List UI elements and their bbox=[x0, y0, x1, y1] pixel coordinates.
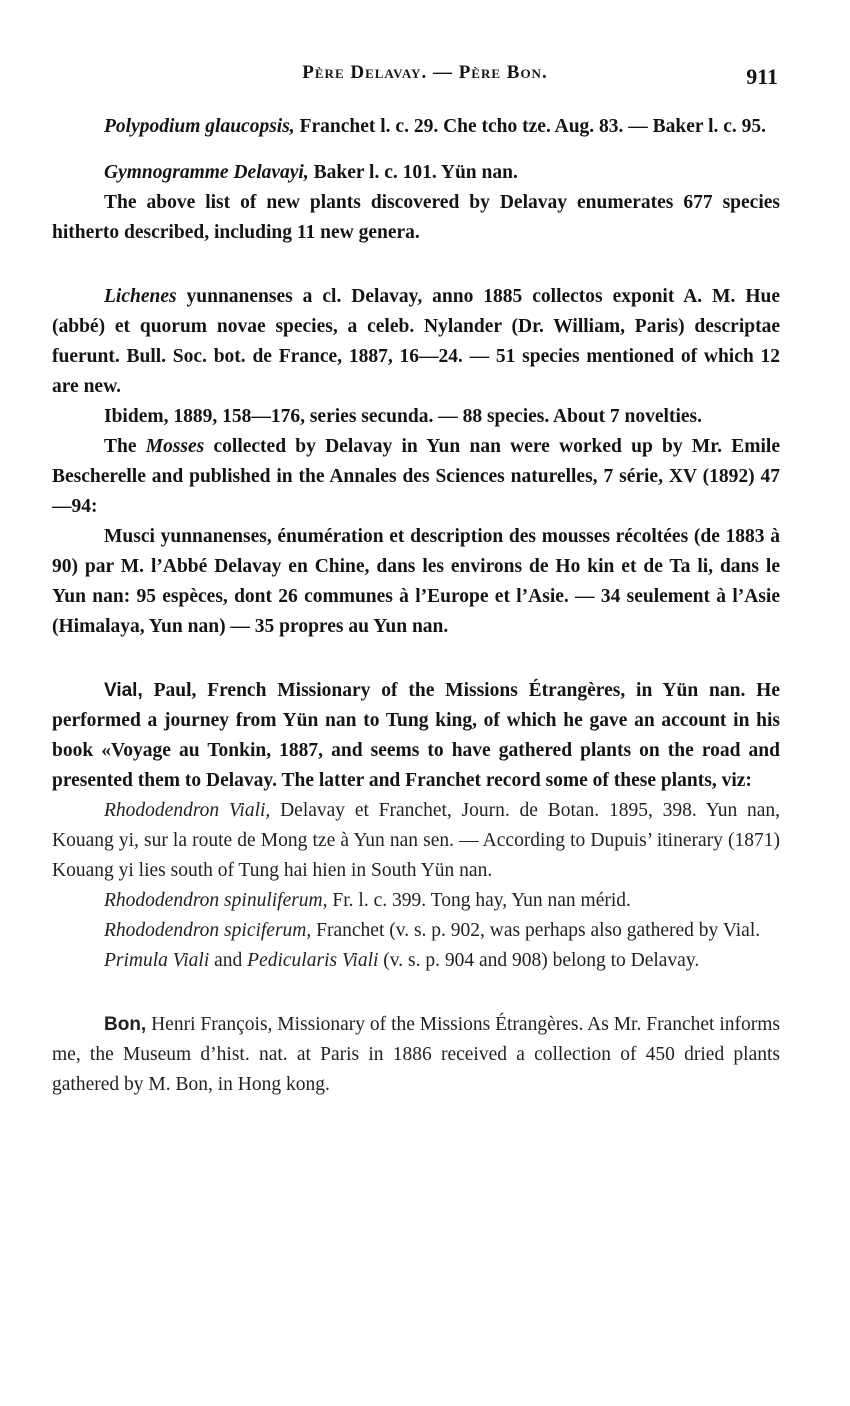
running-head-title: Père Delavay. — Père Bon. bbox=[302, 62, 548, 83]
entry-text: yunnanenses a cl. Delavay, anno 1885 collectos exponit A. M. Hue (abbé) et quorum novae species, a celeb. Nylander (Dr. William, Paris) descriptae fuerunt. Bull. Soc. bot. de France, 1887, 16—24. — 51 species mentioned of which 12 are new. bbox=[52, 286, 780, 397]
page-body bbox=[52, 112, 780, 1100]
species-name-2: Pedicularis Viali bbox=[247, 950, 379, 971]
entry-text: Henri François, Missionary of the Missions Étrangères. As Mr. Franchet informs me, the Museum d’hist. nat. at Paris in 1886 received a collection of 450 dried plants gathered by M. Bon, in Hong kong. bbox=[52, 1014, 780, 1095]
entry-text-mid: and bbox=[209, 950, 248, 971]
rhododendron-spiciferum-paragraph bbox=[52, 916, 780, 946]
summary-paragraph bbox=[52, 188, 780, 248]
species-name: Gymnogramme Delavayi, bbox=[104, 162, 309, 183]
entry-text: Franchet (v. s. p. 902, was perhaps also gathered by Vial. bbox=[311, 920, 761, 941]
entry-text-lead: The bbox=[104, 436, 146, 457]
entry-text: Musci yunnanenses, énumération et description des mousses récoltées (de 1883 à 90) par M. l’Abbé Delavay en Chine, dans les environs de Ho kin et de Ta li, dans le Yun nan: 95 espèces, dont 26 communes à l’Europe et l’Asie. — 34 seulement à l’Asie (Himalaya, Yun nan) — 35 propres au Yun nan. bbox=[52, 526, 780, 637]
species-name: Rhododendron spiciferum, bbox=[104, 920, 312, 941]
ibidem-paragraph bbox=[52, 402, 780, 432]
vial-paragraph bbox=[52, 676, 780, 796]
species-name: Primula Viali bbox=[104, 950, 210, 971]
musci-paragraph bbox=[52, 522, 780, 642]
running-head bbox=[0, 62, 850, 92]
page-number: 911 bbox=[746, 64, 778, 89]
entry-gymnogramme bbox=[52, 158, 780, 188]
rhododendron-spinuliferum-paragraph bbox=[52, 886, 780, 916]
entry-text: Delavay et Franchet, Journ. de Botan. 1895, 398. Yun nan, Kouang yi, sur la route de Mong tze à Yun nan sen. — According to Dupuis’ itinerary (1871) Kouang yi lies south of Tung hai hien in South Yün nan. bbox=[52, 800, 780, 881]
species-name: Rhododendron spinuliferum, bbox=[104, 890, 328, 911]
entry-text: Paul, French Missionary of the Missions Étrangères, in Yün nan. He performed a journey from Yün nan to Tung king, of which he gave an account in his book «Voyage au Tonkin, 1887, and seems to have gathered plants on the road and presented them to Delavay. The latter and Franchet record some of these plants, viz: bbox=[52, 680, 780, 791]
bon-paragraph bbox=[52, 1010, 780, 1100]
entry-text: Baker l. c. 101. Yün nan. bbox=[308, 162, 518, 183]
species-name: Rhododendron Viali, bbox=[104, 800, 271, 821]
entry-text: Fr. l. c. 399. Tong hay, Yun nan mérid. bbox=[327, 890, 631, 911]
species-name: Polypodium glaucopsis, bbox=[104, 116, 295, 137]
entry-text: Ibidem, 1889, 158—176, series secunda. — 88 species. About 7 novelties. bbox=[104, 406, 703, 427]
species-name: Mosses bbox=[145, 436, 205, 457]
entry-text: collected by Delavay in Yun nan were worked up by Mr. Emile Bescherelle and published in the Annales des Sciences naturelles, 7 série, XV (1892) 47—94: bbox=[52, 436, 781, 517]
person-name: Bon, bbox=[104, 1014, 147, 1035]
rhododendron-viali-paragraph bbox=[52, 796, 780, 886]
mosses-paragraph bbox=[52, 432, 780, 522]
person-name: Vial, bbox=[104, 680, 143, 701]
entry-text: (v. s. p. 904 and 908) belong to Delavay. bbox=[378, 950, 700, 971]
primula-pedicularis-paragraph bbox=[52, 946, 780, 976]
entry-polypodium bbox=[52, 112, 780, 142]
lichenes-paragraph bbox=[52, 282, 780, 402]
summary-text: The above list of new plants discovered by Delavay enumerates 677 species hitherto described, including 11 new genera. bbox=[52, 192, 780, 243]
species-name: Lichenes bbox=[104, 286, 177, 307]
entry-text: Franchet l. c. 29. Che tcho tze. Aug. 83. — Baker l. c. 95. bbox=[294, 116, 767, 137]
